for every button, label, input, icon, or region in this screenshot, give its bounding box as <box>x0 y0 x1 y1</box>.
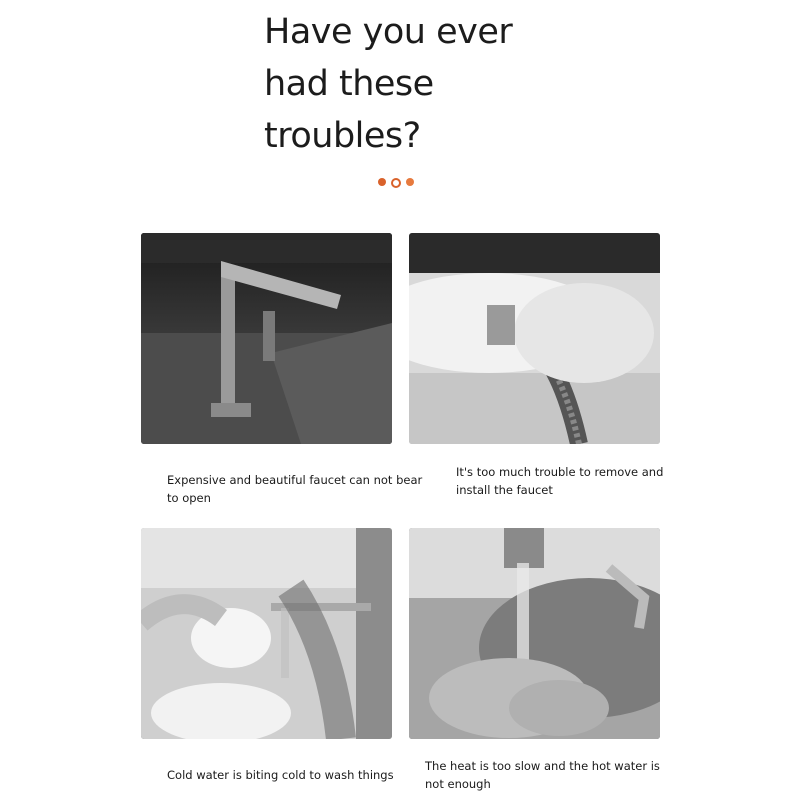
headline <box>264 6 684 162</box>
dot-icon <box>378 178 386 186</box>
headline-line-3: troubles? <box>264 116 421 156</box>
caption-panel-3: Cold water is biting cold to wash things <box>167 768 394 782</box>
dishes-photo <box>141 528 392 739</box>
dot-icon <box>391 178 401 188</box>
hose-photo <box>409 233 660 444</box>
caption-panel-2: It's too much trouble to remove and install the faucet <box>456 465 664 497</box>
caption-panel-4: The heat is too slow and the hot water is not enough <box>425 759 660 791</box>
dot-icon <box>406 178 414 186</box>
hands-water-photo <box>409 528 660 739</box>
decorative-dots <box>378 178 414 188</box>
faucet-photo <box>141 233 392 444</box>
headline-line-2: had these <box>264 64 434 104</box>
headline-line-1: Have you ever <box>264 12 513 52</box>
caption-panel-1: Expensive and beautiful faucet can not bear to open <box>167 473 423 505</box>
